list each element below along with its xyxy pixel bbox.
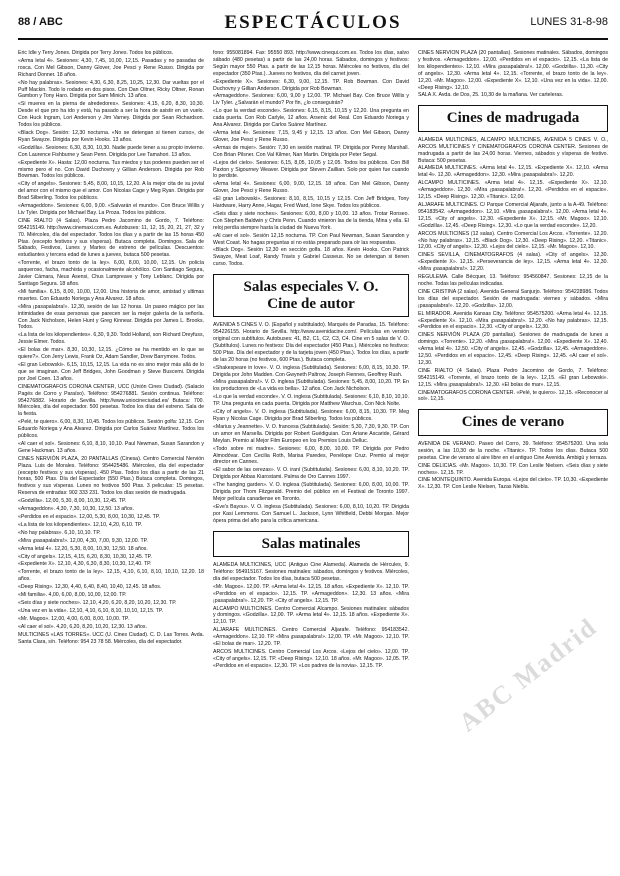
listing-paragraph: «Black Dog». Sesión: 12,30 nocturna. «No se detengan si tienen curso», de Ryan Swayze. Dirigida por Kevin Hooks. 13 años. (18, 129, 204, 143)
listing-paragraph: CINE MONTEQUINTO. Avenida Europa. «Lejos del cielo». TP. 10,30. «Expediente X». 12,30. TP. Con Leslie Nielsen, Tazas Niebla. (418, 477, 608, 491)
listing-paragraph: «Una vez en la vida». 12,10, 4,10, 6,10, 8,10, 10,10, 12,15. TP. (18, 607, 164, 614)
listing-paragraph: «Armas de mujer». Sesión: 7,30 en sesión matinal. TP. Dirigida por Penny Marshall. Con Brian Pilsner. Con Val Kilmer, Nan Martin. Dirigida por Peter Segal. (213, 144, 409, 158)
listing-paragraph: ALJARAFE MULTICINES. Centro Comercial Aljarafe. Teléfono: 954183542. «Armageddon». 12,10. TP. «Mira ¡pasapalabra!». 12,00. TP. «Mr. Magoo». 12,10. TP. «El bolas de mar». 12,20. TP. (213, 627, 409, 648)
listing-paragraph: «Arma letal 4». Sesiones: 7,15, 9,45 y 12,15. 13 años. Con Mel Gibson, Danny Glover, Joe Pesci y Rene Russo. (213, 129, 409, 143)
column-right (418, 50, 608, 865)
listing-paragraph: ARCOS MULTICINES. Centro Comercial Los Arcos. «Lejos del cielo». 12,00. TP. «City of angels». 12,15. TP. «Deep Rising». 12,10. 18 años. «Mr. Magoo». 12,05. TP. «Perdidos en el espacio». 12,30. TP. «Los padres de la novia». 12,15. TP. (213, 648, 409, 669)
listings-right-bottom (418, 441, 608, 491)
listing-paragraph: «Arma letal 4». Sesiones: 6,00, 9,00, 12,15. 18 años. Con Mel Gibson, Danny Glover, Joe Pesci y Rene Russo. (213, 181, 409, 195)
listing-paragraph: ALAMEDA MULTICINES. «Arma letal 4». 12,15. «Expediente X». 12,10. «Arma letal 4». 12,30. «Armageddon». 12,30. «Mira ¡pasapalabra!». 12,20. (418, 165, 608, 179)
listing-paragraph: «Armageddon». 4,30, 7,30, 10,30, 12,50. 13 años. (18, 506, 134, 513)
listing-paragraph: REGULEMA. Calle Bécquer, 13. Teléfono: 954560847. Sesiones: 12,15 de la noche. Todas las películas indicadas. (418, 274, 608, 287)
listing-paragraph: «Armageddon». Sesiones: 6,00, 9,00. «Salvarán el mundo». Con Bruce Willis y Liv Tyler. Dirigida por Michael Bay. La Proza. Todos los públicos. (18, 203, 204, 216)
listing-paragraph: «Mira ¡pasapalabra!». 12,30, sesión de las 12 horas. Un paseo mágico por las intimidades de esas personas que parecen ser la mejor galería de la señoría. Con Jack Nicholson, Helen Hunt y Greg Kinnear. Dirigida por James L. Brooks. Todos. (18, 303, 204, 331)
box-title: Cines de verano (461, 414, 565, 431)
listing-paragraph: «Mr. Magoo». 12,00, 4,00, 6,00, 8,00, 10,00. TP. (18, 615, 130, 622)
listing-paragraph: CINEMATOGRAFOS CORONA CENTER, UCC (Unión Cines Ciudad). (Salacio Pagés de Corro y Paraíso). Teléfono: 954276881. Sesión continua. Teléfono: 954276882. Horario de Sevilla. http://www.uniocineciudad.es/ Butaca: 700. Miércoles, día del espectador. 500 pesetas. Todos los días del estreno. Sala de la fiesta. (18, 383, 204, 418)
box-title: Cines de madrugada (446, 110, 580, 127)
section-box-cines-verano (418, 409, 608, 436)
listing-paragraph: «Al caer el sol». 4,20, 6,20, 8,20, 10,20, 12,30. 13 años. (18, 623, 147, 630)
listing-paragraph: «Marius y Jeannette». V. O. francesa (Subtitulada). Sesión: 5,30, 7,30, 9,30. TP. Con un amor en Marsella. Dirigida por Robert Guédiguian. Con Ariane Ascaride, Gérard Meylan. Premio al Mejor Film Europeo en los Premios Louis Delluc. (213, 423, 409, 444)
listing-paragraph: «No hay palabras». Sesiones: 4,30, 6,30, 8,25, 10,25, 12,30. Dar vueltas por el Puff Mackin. Todo lo rodado en dos pisos. Con Dan Oltner, Ricky Oltner, Ronan Gambon y Tony Haro. Dirigida por Sam Minich. 13 años. (18, 79, 204, 100)
listing-paragraph: EL MIRADOR. Avenida Kansas City. Teléfono: 954575200. «Arma letal 4». 12,15. «Expediente X». 12,10. «Mira ¡pasapalabra!». 12,20. «No hay palabras». 12,15. «Perdidos en el espacio». 12,30. «City of angels». 12,30. (418, 310, 608, 331)
listing-paragraph: «Lo que la verdad esconde». V. O. inglesa (Subtitulada). Sesiones: 6,10, 8,10, 10,10. TP. Una pregunta en cada puerta. Dirigida por Matthew Warchus. Con Nick Nolte. (213, 394, 409, 408)
section-title: ESPECTÁCULOS (224, 12, 402, 33)
listing-paragraph: «Torrente, el brazo tonto de la ley». 6,00, 8,00, 10,00, 12,15. Un policía asqueroso, facha, machista y ocasionalmente alcohólico. Con Santiago Segura, Javier Cámara, Neus Asensi, Chus Lampreave y Tony Leblanc. Dirigida por Santiago Segura. 18 años. (18, 260, 204, 287)
listing-paragraph: CINE RIALTO (4 Salas). Plaza Pedro Jacomino de Gordo, 7. Teléfono: 954215149. «Torrente, el brazo tonto de la ley». 12,15. «El gran Lebowski». 12,15. «Mira ¡pasapalabra!». 12,30. «El bolas de mar». 12,15. (418, 367, 608, 388)
listing-paragraph: «Lo que la verdad esconde». Sesiones: 6,15, 8,15, 10,15 y 12,20. Una pregunta en cada puerta. Con Rob Carlyle, 12 años. Arsenic del Real. Con Eduardo Noriega y Ana Alvarez. Dirigida por Carlos Suárez Martínez. (213, 108, 409, 129)
listing-paragraph: «Expediente X». Sesiones: 6,30, 9,00, 12,15. TP. Rob Bowman. Con David Duchovny y Gillian Anderson. Dirigida por Rob Bowman. (213, 78, 409, 92)
listing-paragraph: «Arma letal 4». 12,20, 5,30, 8,00, 10,30, 12,50. 18 años. (18, 545, 148, 552)
page-number: 88 / ABC (18, 16, 63, 28)
listing-paragraph: «City of angels». V. O. inglesa (Subtitulada). Sesiones: 6,00, 8,15, 10,30. TP. Meg Ryan y Nicolas Cage. Dirigida por Brad Silberling. Todos los públicos. (213, 409, 409, 422)
listing-paragraph: «The hanging garden». V. O. inglesa (Subtitulada). Sesiones: 6,00, 8,00, 10,00. TP. Dirigida por Thom Fitzgerald. Premio del público en el Festival de Toronto 1997. Mejor película canadiense en Toronto. (213, 482, 409, 502)
listing-paragraph: «Mira ¡pasapalabra!». V. O. inglesa (Subtitulada). Sesiones: 5,45, 8,00, 10,20. TP. En los productores de «La vida es bella». 12 años. Con Jack Nicholson. (213, 379, 409, 393)
listing-paragraph: ALJARAFE MULTICINES. C/ Parque Comercial Aljarafe, junto a la A-49. Teléfono: 954183542. «Armageddon». 12,10. «Mira ¡pasapalabra!». 12,00. «Arma letal 4». 12,15. «City of angels». 12,30. «Expediente X». 12,15. «Mr. Magoo». 12,10. «Godzilla». 12,45. «Deep Rising». 12,30. «Lo que la verdad esconde». 12,20. (418, 202, 608, 229)
listing-paragraph: «Shakespeare in love». V. O. inglesa (Subtitulada). Sesiones: 6,00, 8,15, 10,30. TP. Dirigida por John Madden. Con Gwyneth Paltrow, Joseph Fiennes, Geoffrey Rush. (213, 364, 409, 378)
listing-paragraph: fono: 955081894. Fax: 95550 893. http://www.cinequi.com.es. Todos los días, salvo sábado (480 pesetas) a partir de las 24,00 horas. Sábados, domingos y festivos: Según mayor 550 Ptas. a partir de las 12,15 horas. Miércoles no festivos, día del espectador (350 Ptas.). Jueves no festivos, día del carnet joven. (213, 50, 409, 77)
listing-paragraph: «El gran Lebowski». Sesiones: 8,10, 8,15, 10,15 y 12,15. Con Jeff Bridges, Tony Hardware, Harry Anne, Hagar, Fred Ward, Ione Skye. Todos los públicos. (213, 196, 409, 210)
box-title: Salas matinales (261, 535, 361, 552)
listing-paragraph: «Pelé, te quiero». 6,00, 8,30, 10,45. Todos los públicos. Sesión golfa: 12,15. Con Eduardo Noriega y Ana Alvarez. Dirigida por Carlos Suárez Martínez. Todos los públicos. (18, 419, 204, 440)
listing-paragraph: «City of angels». Sesiones: 5,45, 8,00, 10,15, 12,20. A la mejor cita de su jovial del amor con el mismo que el amor. Con Nicolas Cage y Meg Ryan. Dirigida por Brad Silberling. Todos los públicos. (18, 181, 204, 202)
listing-paragraph: «Deep Rising». 12,30, 4,40, 6,40, 8,40, 10,40, 12,45. 18 años. (18, 584, 162, 591)
listing-paragraph: SALA X. Avda. de Dos, 25. 10,30 de la mañana. Ver carteleras. (418, 92, 564, 99)
section-box-salas-matinales (213, 531, 409, 558)
listing-paragraph: «Godzilla». 12,00, 5,30, 8,00, 10,30, 12,45. TP. (18, 498, 127, 505)
listing-paragraph: AVENIDA DE VERANO. Paseo del Corro, 39. Teléfono: 954575200. Una sola sesión, a las 10,30 de la noche. «Titanic». TP. Todos los días. Butaca 500 pesetas. Cine de verano al aire libre en el antiguo Cine Avenida. Ambigú y terraza. (418, 440, 608, 461)
listing-paragraph: «El bolas de mar». 8,30, 10,30, 12,15. ¿Cómo se ha mentido en lo que se quiere?». Con Jerry Lewis, Frank Oz, Adam Sandler, Drew Barrymore. Todos. (18, 347, 204, 361)
listing-paragraph: MULTICINES «LAS TORRES». UCC (U. Cines Ciudad). C. D. Las Torres. Avda. Santa Clara, s/n. Teléfono: 954 23 78 58. Miércoles, día del espectador. (18, 631, 204, 645)
column-center (213, 50, 409, 865)
listings-right-top (418, 50, 608, 99)
abc-watermark: ABC Madrid (453, 611, 603, 738)
listing-paragraph: «Perdidos en el espacio». 12,00, 5,30, 8,00, 10,30, 12,45. TP. (18, 514, 160, 520)
listing-paragraph: «El gran Lebowski». 6,15, 10,15, 12,15. La vida no es sino mejor más allá de lo que se imaginan. Con Jeff Bridges, John Goodman y Steve Buscemi. Dirigida por Joel Coen. 13 años. (18, 361, 204, 382)
listing-paragraph: «Todo sobre mi madre». Sesiones: 6,00, 8,00, 10,00. TP. Dirigida por Pedro Almodóvar. Con Cecilia Roth, Marisa Paredes, Penélope Cruz. Premio al mejor director en Cannes. (213, 445, 409, 466)
listing-paragraph: «Expediente X». 12,10, 4,30, 6,30, 8,30, 10,30, 12,40. TP. (18, 561, 152, 568)
listing-paragraph: «Seis días y siete noches». 12,10, 4,20, 6,20, 8,20, 10,20, 12,30. TP. (18, 599, 177, 606)
listing-paragraph: AVENIDA 5 CINES V. O. (Español y subtitulado). Marqués de Paradas, 15. Teléfono: 954226155. Horario de Sevilla. http://www.avenidacine.com/. Películas en versión original con subtítulos. Autobuses: 41, B2, C1, C2, C3, C4. Cine en 5 salas de V. O. (Subtítulos). Lunes no festivos: Día del espectador (450 Ptas.). Miércoles no festivos: 500 Ptas. Día del espectador y de la tarjeta joven (450 Ptas.). Todos los días, a partir de las 20 horas (no festivos, 600 Ptas.). Butaca completa. (213, 322, 409, 363)
listing-paragraph: «Godzilla». Sesiones: 6,30, 8,30, 10,30. Nadie puede tener a su propio invierno. Con Laurence Fishburne y Sean Penn. Dirigida por Lee Tamahori. 13 años. (18, 144, 204, 158)
listing-paragraph: «No hay palabras». 6,10, 10,10. TP. (18, 529, 101, 536)
listings-center-bottom (213, 562, 409, 670)
listing-paragraph: «El sabor de las cerezas». V. O. iraní (Subtitulada). Sesiones: 6,00, 8,10, 10,20. TP. Dirigida por Abbas Kiarostami. Palma de Oro Cannes 1997. (213, 467, 409, 481)
issue-date: LUNES 31-8-98 (530, 16, 608, 28)
column-left (18, 50, 204, 865)
listing-paragraph: «Seis días y siete noches». Sesiones: 6,00, 8,00 y 10,00. 13 años. Trotar Ronseo. Con Stephen Baldwin y Chris Penn. Cuando vinieron las de la tienda, Mina y ella. El reloj perdía siempre hasta la ciudad de Nueva York. (213, 210, 409, 231)
listing-paragraph: «Al caer el sol». Sesiones: 6,10, 8,10, 10,10. Paul Newman, Susan Sarandon y Gene Hackman. 13 años. (18, 440, 204, 454)
listing-paragraph: «Lejos del cielo». Sesiones: 6,15, 8,05, 10,05 y 12,05. Todos los públicos. Con Bill Paxton y Sigourney Weaver. Dirigida por Steven Zaillian. Solo por quien fue cuando lo perdiste. (213, 159, 409, 180)
listing-paragraph: «City of angels». 12,15, 4,15, 6,20, 8,30, 10,30, 12,45. TP. (18, 553, 152, 560)
listing-paragraph: ALCAMPO MULTICINES. «Arma letal 4». 12,15. «Expediente X». 12,10. «Armageddon». 12,30. «Mira ¡pasapalabra!». 12,20. «Perdidos en el espacio». 12,15. «Deep Rising». 12,30. «Titanic». 12,00. (418, 180, 608, 201)
listing-paragraph: Eric Idle y Terry Jones. Dirigida por Terry Jones. Todos los públicos. (18, 50, 174, 56)
listing-paragraph: «Black Dog». Sesión 12,30 en sección golfa. 18 años. Kevin Hooks. Con Patrick Swayze, Meat Loaf, Randy Travis y Gabriel Casseus. No se detengan si tienen curso. Todos. (213, 247, 409, 268)
listing-paragraph: CINEMATOGRAFOS CORONA CENTER. «Pelé, te quiero». 12,15. «Reconocer al sol». 12,15. (418, 389, 608, 403)
listing-paragraph: «Eve's Bayou». V. O. inglesa (Subtitulada). Sesiones: 6,00, 8,10, 10,20. TP. Dirigida por Kasi Lemmons. Con Samuel L. Jackson, Lynn Whitfield, Debbi Morgan. Mejor ópera prima del año para la crítica americana. (213, 503, 409, 524)
listing-paragraph: «Mira ¡pasapalabra!». 12,00, 4,30, 7,00, 9,30, 12,00. TP. (18, 537, 148, 544)
listing-paragraph: CINE DELICIAS. «Mr. Magoo». 10,30. TP. Con Leslie Nielsen. «Seis días y siete noches». 12,15. TP. (418, 462, 608, 476)
listing-paragraph: CINES NERVIÓN PLAZA, 20 PANTALLAS (Cinesa). Centro Comercial Nervión Plaza. Luis de Morales. Teléfono: 954425486. Miércoles, día del espectador (excepto festivos y sus vísperas). 450 Ptas. Todos los días a partir de las 21 horas, 500 Ptas. Día del Espectador (550 Ptas.) Butaca completa. Domingos, festivos y sus vísperas. Lunes no festivos 500 Ptas. 3 peliculas: 15 pesetas. Reserva de entradas: 902 333 231. Todos los días sesión de madrugada. (18, 455, 204, 497)
listing-paragraph: «La lista de los kilopendientes». 6,30, 9,30. Todd Holland, son Richard Dreyfuss, Jessie Elmer. Todos. (18, 332, 204, 346)
listing-paragraph: «Al caer el sol». Sesión 12,15 nocturna. TP. Con Paul Newman, Susan Sarandon y West Coast. No hagas preguntas si no estás preparado para oír las respuestas. (213, 232, 409, 246)
listings-right-middle (418, 137, 608, 404)
listing-paragraph: CINES NERVIÓN PLAZA (20 pantallas). Sesiones de madrugada de lunes a domingo. «Torrente». 12,20. «Mira ¡pasapalabra!». 12,00. «Expediente X». 12,40. «Arma letal 4». 12,50. «City of angels». 12,45. «Godzilla». 12,45. «Armageddon». 12,50. «Perdidos en el espacio». 12,45. «Deep Rising». 12,45. «Al caer el sol». 12,30. (418, 332, 608, 366)
listing-paragraph: CINES SEVILLA, CINEMATOGRAFOS (4 salas). «City of angels». 12,30. «Expediente X». 12,15. «Perseverancia de ley». 12,15. «Arma letal 4». 12,30. «Mira ¡pasapalabra!». 12,20. (418, 252, 608, 273)
listing-paragraph: «Arma letal 4». Sesiones: 4,30, 7,45, 10,00, 12,15. Pasadas y no pasadas de rosca. Con Mel Gibson, Danny Glover, Joe Pesci y Rene Russo. Dirigida por Richard Donner. 18 años. (18, 57, 204, 78)
listing-paragraph: «Expediente X». Hasta: 12,00 nocturna. Tus miedos y tus poderes pueden ser el mismo pero el no. Con David Duchovny y Gillian Anderson. Dirigida por Rob Bowman. Todos los públicos. (18, 159, 204, 180)
listing-paragraph: «Si mueres en la pierna de alrededores». Sesiones: 4,15, 6,20, 8,30, 10,30. Desde el que pro ha ido y está, ha pasado a ser la hora de asistir en un vuelo. Con Huck Ingram, Lori Anderson y Jim Varney. Dirigida por Sean Richardson. Todos los públicos. (18, 101, 204, 129)
listing-paragraph: «La lista de los kilopendientes». 12,10, 4,20, 6,10. TP. (18, 521, 143, 528)
section-box-cines-madrugada (418, 105, 608, 132)
listing-paragraph: ALAMEDA MULTICINES, UCC (Antiguo Cine Alameda). Alameda de Hércules, 9. Teléfono: 954915167. Sesiones matinales: sábados, domingos y festivos. Miércoles, día del espectador. Todos los días, butaca 500 pesetas. (213, 562, 409, 582)
section-box-salas-especiales (213, 274, 409, 317)
listing-paragraph: «Mi familia». 6,15, 8,00, 10,00, 12,00. Una historia de amor, amistad y ultimas muertes. Con Eduardo Noriega y Ana Alvarez. 18 años. (18, 288, 204, 302)
listing-paragraph: «Mi familia». 4,00, 6,00, 8,00, 10,00, 12,00. TP. (18, 592, 127, 599)
header-rule (18, 38, 608, 40)
listing-paragraph: CINE RIALTO (4 Salas). Plaza Pedro Jacomino de Gordo, 7. Teléfono: 954215149. http://www.cinemaxi.com.es. Autobuses: 11, 12, 15, 20, 21, 27, 32 y 70. Miércoles, día del espectador. Todos los días y a partir de las 15 horas 450 Ptas. (excepto festivos y sus vísperas). Butaca completa. Domingos. Sala de Sábado, Festivos, Lunes y Martes de estreno de películas. Descuentos: estudiantes y tercera edad de lunes a jueves, butaca 500 pesetas. (18, 217, 204, 259)
listing-paragraph: «Torrente, el brazo tonto de la ley». 12,15, 4,10, 6,10, 8,10, 10,10, 12,20. 18 años. (18, 569, 204, 583)
listing-paragraph: CINE CRISTINA (2 salas). Avenida General Sanjurjo. Teléfono: 954228986. Todos los días del espectador. Sesión de madrugada: viernes y sábados. «Mira ¡pasapalabra!». 12,20. «Godzilla». 12,00. (418, 288, 608, 309)
page-header (18, 12, 608, 42)
listing-paragraph: ALCAMPO MULTICINES. Centro Comercial Alcampo. Sesiones matinales: sábados y domingos. «Godzilla». 12,00. TP. «Arma letal 4». 12,15. 18 años. «Expediente X». 12,10. TP. (213, 605, 409, 626)
box-title-line-2: Cine de autor (267, 295, 355, 312)
listing-paragraph: ALAMEDA MULTICINES, ALCAMPO MULTICINES, AVENIDA 5 CINES V. O., ARCOS MULTICINES Y CINEMATOGRAFOS CORONA CENTER. Sesiones de madrugada a partir de las 24,00 horas. Viernes, sábados y vísperas de festivo. Butaca: 500 pesetas. (418, 136, 608, 164)
listing-paragraph: CINES NERVIÓN PLAZA (20 pantallas). Sesiones matinales. Sábados, domingos y festivos. «Armageddon». 12,00. «Perdidos en el espacio». 12,15. «La lista de los kilopendientes». 12,10. «Mira ¡pasapalabra!». 12,00. «Godzilla». 11,30. «City of angels». 12,30. «Arma letal 4». 12,15. «Torrente, el brazo tonto de la ley». 12,20. «Mr. Magoo». 12,00. «Expediente X». 12,10. «Una vez en la vida». 12,00. «Deep Rising». 12,10. (418, 50, 608, 91)
listing-paragraph: «Mr. Magoo». 12,00. TP. «Arma letal 4». 12,15. 18 años. «Expediente X». 12,10. TP. «Perdidos en el espacio». 12,15. TP. «Armageddon». 12,30. 13 años. «Mira ¡pasapalabra!». 12,20. TP. «City of angels». 12,15. TP. (213, 583, 409, 604)
listings-center-middle (213, 322, 409, 524)
listings-left (18, 50, 204, 645)
listing-paragraph: «Armageddon». Sesiones: 6,00, 9,00 y 12,00. TP. Michael Bay. Con Bruce Willis y Liv Tyler. ¿Salvarán el mundo? Por fin, ¿lo conseguirán? (213, 93, 409, 107)
listings-center-top (213, 50, 409, 268)
box-title-line-1: Salas especiales V. O. (243, 279, 379, 296)
listing-paragraph: ARCOS MULTICINES (12 salas). Centro Comercial Los Arcos. «Torrente». 12,20. «No hay palabras». 12,15. «Black Dog». 12,30. «Deep Rising». 12,20. «Titanic». 12,00. «City of angels». 12,30. «Lejos del cielo». 12,15. «Mr. Magoo». 12,10. (418, 230, 608, 251)
